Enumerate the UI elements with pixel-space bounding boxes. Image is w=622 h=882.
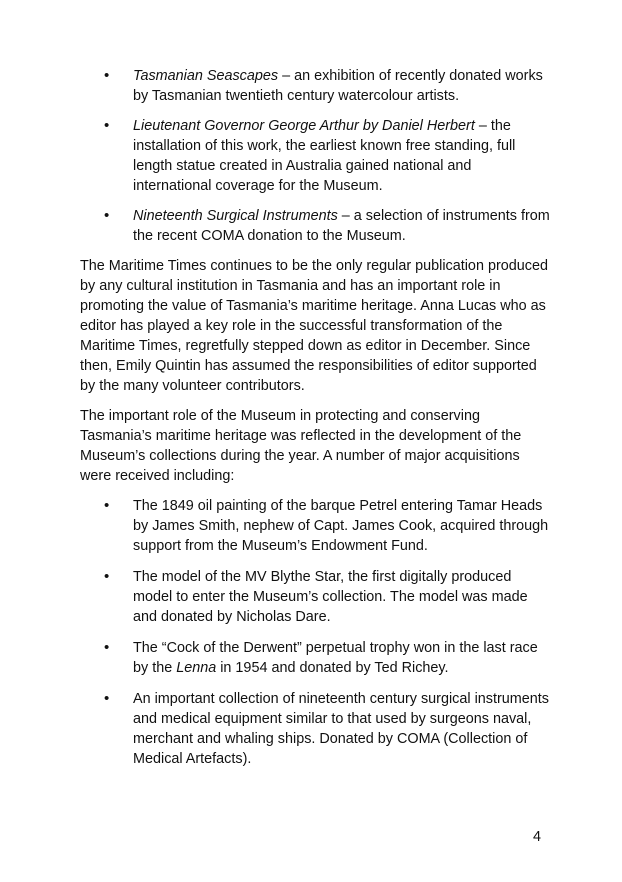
page-content bbox=[80, 66, 550, 780]
maritime-times-paragraph: The Maritime Times continues to be the only regular publication produced by any cultural institution in Tasmania and has an important role in promoting the value of Tasmania’s maritime heritage. Anna Lucas who as editor has played a key role in the successful transformation of the Maritime Times, regretfully stepped down as editor in December. Since then, Emily Quintin has assumed the responsibilities of editor supported by the many volunteer contributors. bbox=[80, 258, 548, 394]
vessel-name: Lenna bbox=[176, 660, 217, 676]
list-item bbox=[80, 116, 550, 196]
exhibition-description: – an exhibition of recently donated works by Tasmanian twentieth century watercolour artists. bbox=[133, 68, 543, 104]
exhibition-title: Lieutenant Governor George Arthur by Daniel Herbert bbox=[133, 118, 475, 134]
page-number: 4 bbox=[533, 829, 542, 845]
exhibition-title: Tasmanian Seascapes bbox=[133, 68, 279, 84]
list-item bbox=[80, 206, 550, 246]
list-item bbox=[80, 66, 550, 106]
acquisitions-list bbox=[80, 496, 550, 769]
exhibition-title: Nineteenth Surgical Instruments bbox=[133, 208, 338, 224]
exhibition-description: – a selection of instruments from the recent COMA donation to the Museum. bbox=[133, 208, 550, 244]
list-item bbox=[80, 638, 550, 678]
collections-paragraph: The important role of the Museum in protecting and conserving Tasmania’s maritime heritage was reflected in the development of the Museum’s collections during the year. A number of major acquisitions were received including: bbox=[80, 408, 522, 484]
trophy-text-start: The “Cock of the Derwent” perpetual trophy won in the last race by the bbox=[133, 640, 538, 676]
list-item: • An important collection of nineteenth century surgical instruments and medical equipment similar to that used by surgeons naval, merchant and whaling ships. Donated by COMA (Collection of Medical Artefacts). bbox=[80, 689, 550, 769]
exhibition-description: – the installation of this work, the earliest known free standing, full length statue created in Australia gained national and international coverage for the Museum. bbox=[133, 118, 516, 194]
list-item: • The 1849 oil painting of the barque Petrel entering Tamar Heads by James Smith, nephew of Capt. James Cook, acquired through support from the Museum’s Endowment Fund. bbox=[80, 496, 550, 556]
trophy-text-end: in 1954 and donated by Ted Richey. bbox=[216, 660, 449, 676]
list-item: • The model of the MV Blythe Star, the first digitally produced model to enter the Museum’s collection. The model was made and donated by Nicholas Dare. bbox=[80, 567, 550, 627]
exhibitions-list bbox=[80, 66, 550, 246]
